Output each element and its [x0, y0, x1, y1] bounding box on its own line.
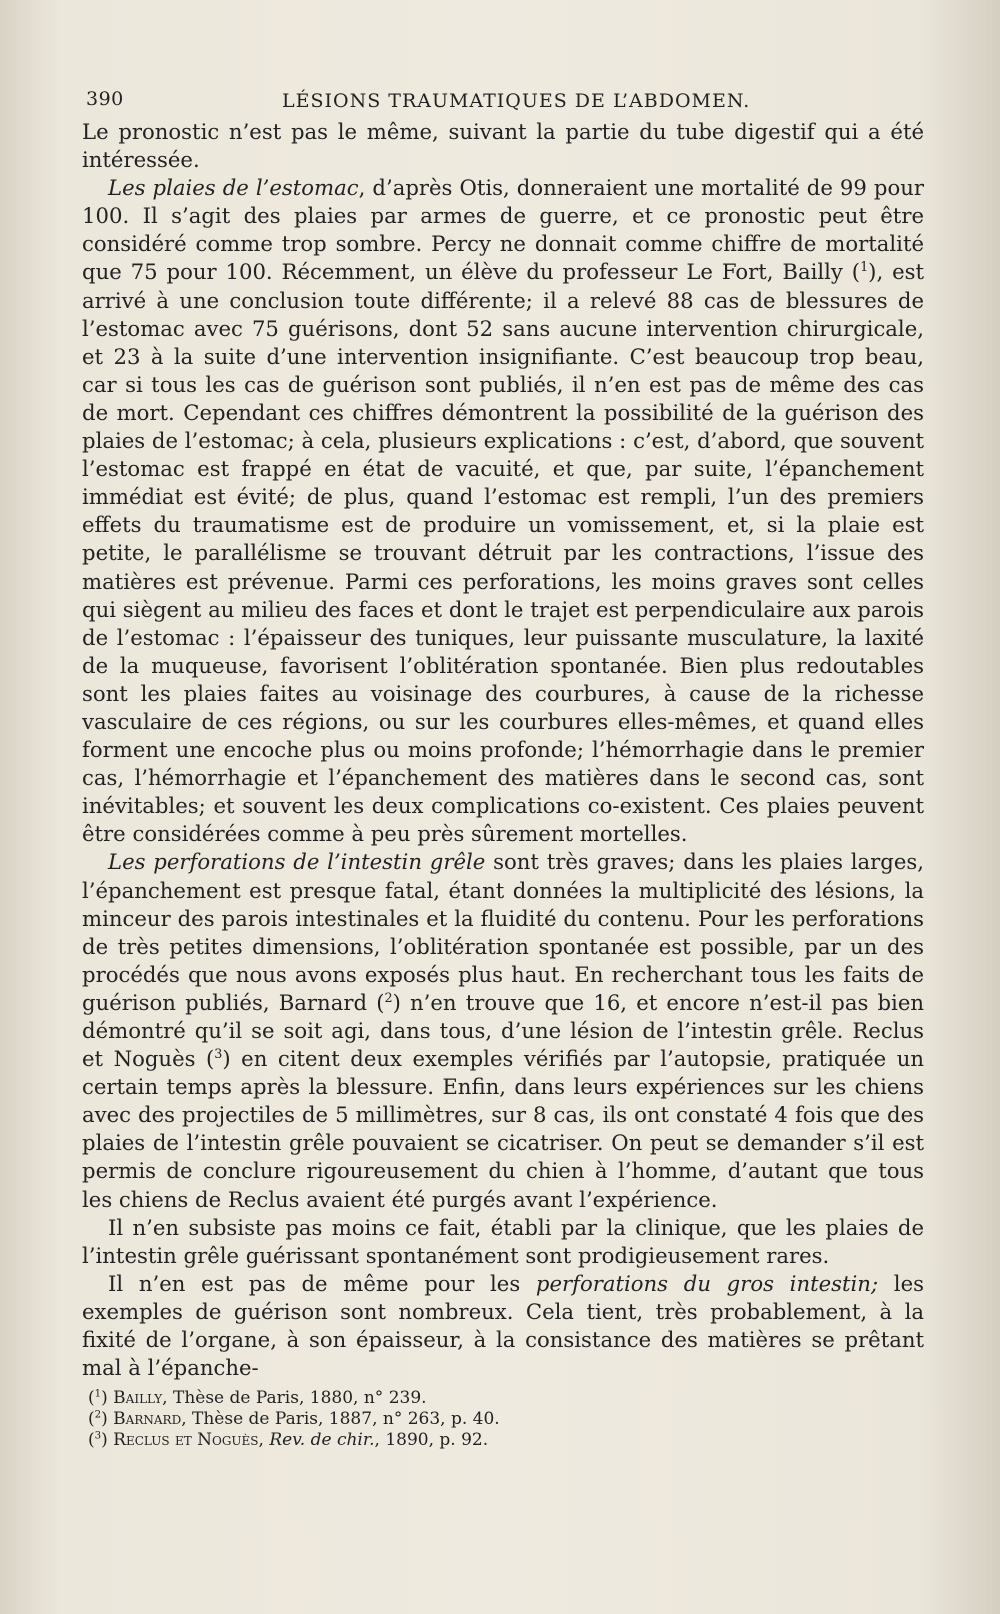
footnote-text: , 1890, p. 92.	[374, 1430, 489, 1450]
text-run: ) en citent deux exemples vérifiés par l’autopsie, pratiquée un certain temps après la blessure. Enfin, dans leurs expériences sur les chiens avec des projectiles de 5 millimètres, sur 8 cas, ils ont constaté 4 fois que des plaies de l’intestin grêle pouvaient se cicatriser. On peut se demander s’il est permis de conclure rigoureusement du chien à l’homme, d’autant que tous les chiens de Reclus avaient été purgés avant l’expérience.	[82, 1046, 924, 1212]
text-run: sont très graves; dans les plaies larges, l’épanchement est presque fatal, étant données la multiplicité des lésions, la minceur des parois intestinales et la fluidité du contenu. Pour les perforations de très petites dimensions, l’oblitération spontanée est possible, par un des procédés que nous avons exposés plus haut. En recherchant tous les faits de guérison publiés, Barnard (	[82, 849, 924, 1015]
footnote-text: , Thèse de Paris, 1880, n° 239.	[162, 1388, 427, 1408]
text-run: , d’après Otis, donneraient une mortalité de 99 pour 100. Il s’agit des plaies par armes de guerre, et ce pronostic peut être considéré comme trop sombre. Percy ne donnait comme chiffre de mortalité que 75 pour 100. Récemment, un élève du professeur Le Fort, Bailly (	[82, 175, 924, 285]
italic-text: Les perforations de l’intestin grêle	[108, 849, 486, 875]
footnote: ($^1$) Bailly, Thèse de Paris, 1880, n° 239.	[88, 1388, 427, 1408]
footnote-ref: 3	[214, 1046, 223, 1062]
footnotes	[88, 1388, 868, 1451]
footnote-text: ,	[258, 1430, 270, 1450]
italic-text: Les plaies de l’estomac	[108, 175, 359, 201]
footnote-mark: 1	[94, 1388, 102, 1400]
running-title: LÉSIONS TRAUMATIQUES DE L’ABDOMEN.	[282, 90, 751, 112]
footnote-ref: 1	[860, 259, 869, 275]
footnote-mark: 2	[94, 1409, 102, 1421]
footnote-author: Barnard	[113, 1409, 182, 1429]
footnote-author: Reclus et Noguès	[113, 1430, 259, 1450]
paragraph	[82, 1214, 924, 1270]
footnote-journal: Rev. de chir.	[269, 1430, 375, 1450]
text-run: ) n’en trouve que 16, et encore n’est-il pas bien démontré qu’il se soit agi, dans tous, d’une lésion de l’intestin grêle. Reclus et Noguès (	[82, 989, 925, 1072]
footnote-ref: 2	[384, 989, 393, 1005]
footnote-text: , Thèse de Paris, 1887, n° 263, p. 40.	[181, 1409, 500, 1429]
italic-text: perforations du gros intestin;	[535, 1270, 879, 1296]
text-run: Il n’en est pas de même pour les	[108, 1270, 536, 1296]
text-run: Le pronostic n’est pas le même, suivant la partie du tube digestif qui a été intéressée.	[82, 119, 924, 173]
page-body	[82, 118, 924, 1382]
paragraph	[82, 1270, 924, 1382]
paragraph	[82, 118, 924, 174]
footnote: ($^2$) Barnard, Thèse de Paris, 1887, n° 263, p. 40.	[88, 1409, 500, 1429]
paragraph	[82, 848, 924, 1213]
paragraph	[82, 174, 924, 848]
page-number: 390	[86, 88, 124, 110]
footnote-mark: 3	[94, 1430, 102, 1442]
footnote-author: Bailly	[113, 1388, 163, 1408]
text-run: les exemples de guérison sont nombreux. Cela tient, très probablement, à la fixité de l’organe, à son épaisseur, à la consistance des matières se prêtant mal à l’épanche-	[82, 1270, 924, 1381]
text-run: Il n’en subsiste pas moins ce fait, établi par la clinique, que les plaies de l’intestin grêle guérissant spontanément sont prodigieusement rares.	[82, 1214, 924, 1268]
footnote: ($^3$) Reclus et Noguès, Rev. de chir., 1890, p. 92.	[88, 1430, 489, 1450]
text-run: ), est arrivé à une conclusion toute différente; il a relevé 88 cas de blessures de l’estomac avec 75 guérisons, dont 52 sans aucune intervention chirurgicale, et 23 à la suite d’une intervention insignifiante. C’est beaucoup trop beau, car si tous les cas de guérison sont publiés, il n’en est pas de même des cas de mort. Cependant ces chiffres démontrent la possibilité de la guérison des plaies de l’estomac; à cela, plusieurs explications : c’est, d’abord, que souvent l’estomac est frappé en état de vacuité, et que, par suite, l’épanchement immédiat est évité; de plus, quand l’estomac est rempli, l’un des premiers effets du traumatisme est de produire un vomissement, et, si la plaie est petite, le parallélisme se trouvant détruit par les contractions, l’issue des matières est prévenue. Parmi ces perforations, les moins graves sont celles qui siègent au milieu des faces et dont le trajet est perpendiculaire aux parois de l’estomac : l’épaisseur des tuniques, leur puissante musculature, la laxité de la muqueuse, favorisent l’oblitération spontanée. Bien plus redoutables sont les plaies faites au voisinage des courbures, à cause de la richesse vasculaire de ces régions, ou sur les courbures elles-mêmes, et quand elles forment une encoche plus ou moins profonde; l’hémorrhagie dans le premier cas, l’hémorrhagie et l’épanchement des matières dans le second cas, sont inévitables; et souvent les deux complications co-existent. Ces plaies peuvent être considérées comme à peu près sûrement mortelles.	[82, 259, 924, 847]
